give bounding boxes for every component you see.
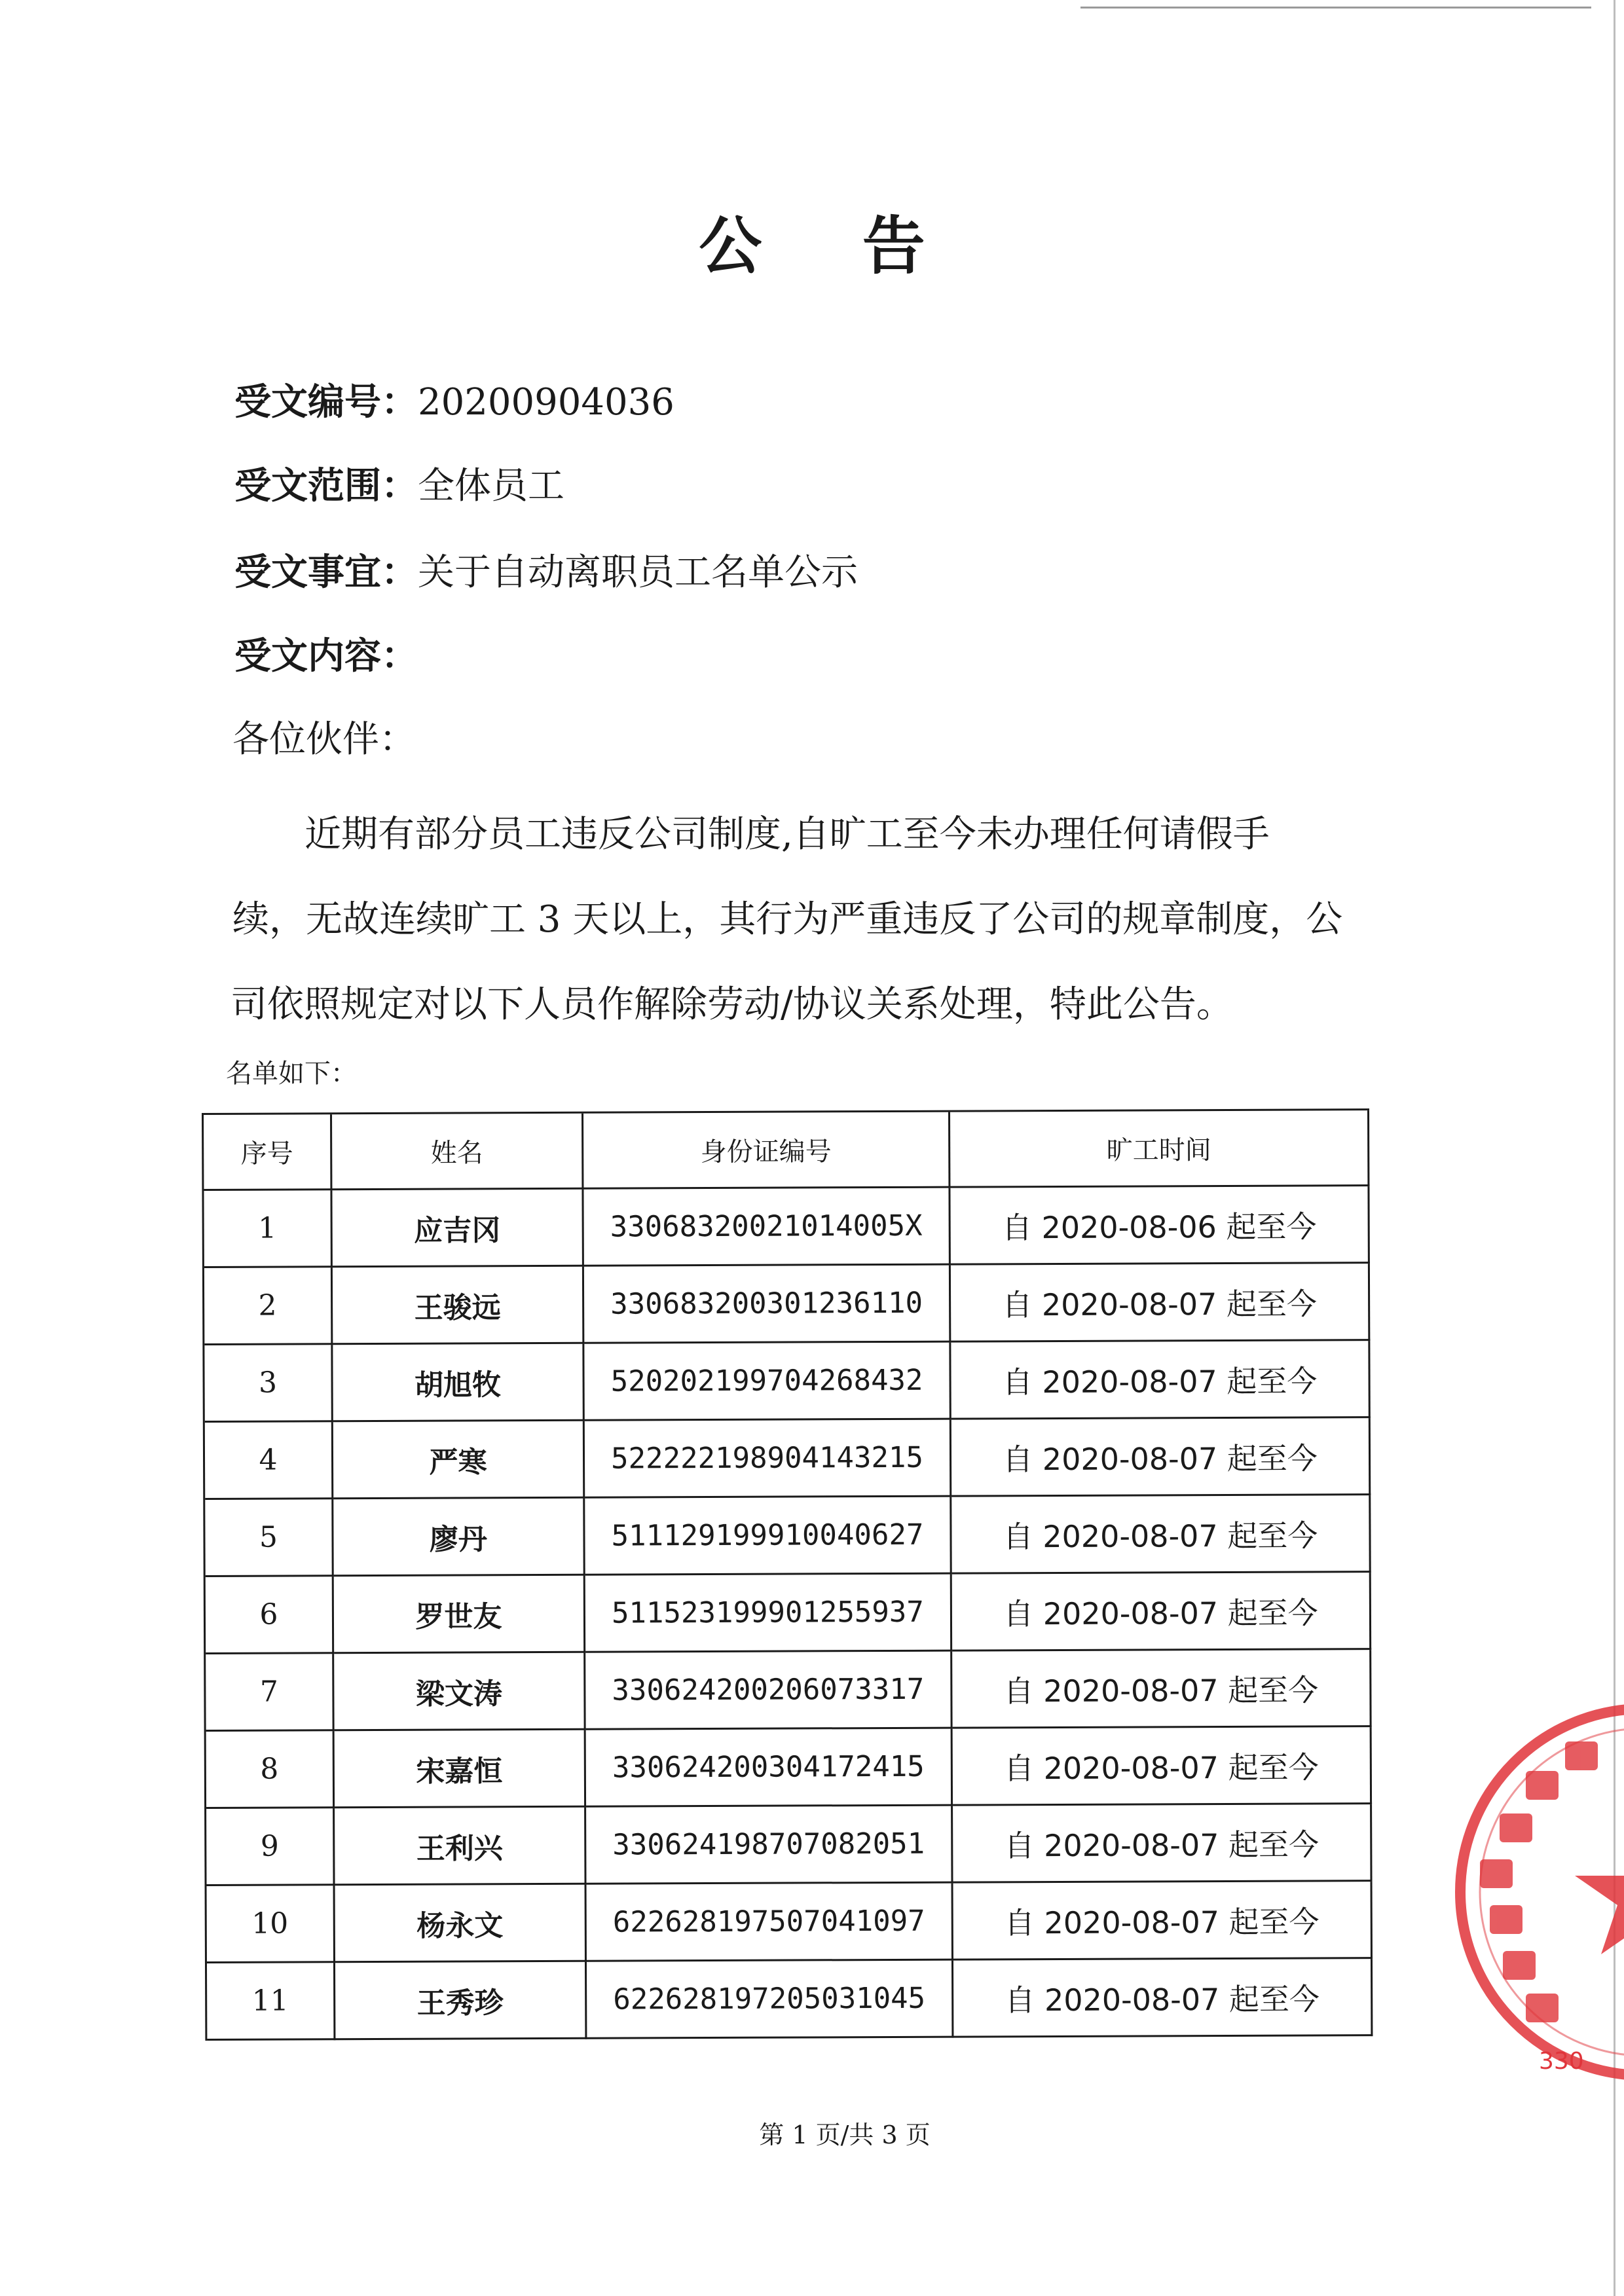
table-row	[205, 1495, 1371, 1577]
cell-name: 杨永文	[335, 1885, 587, 1963]
body-paragraph-line: 近期有部分员工违反公司制度,自旷工至今未办理任何请假手	[304, 813, 1270, 856]
body-paragraph-line: 续，无故连续旷工 3 天以上，其行为严重违反了公司的规章制度，公	[232, 898, 1343, 941]
cell-number: 4	[205, 1422, 333, 1500]
table-row	[206, 1727, 1372, 1809]
dismissal-table	[202, 1108, 1373, 2041]
cell-absence-period: 自 2020-08-07 起至今	[951, 1495, 1371, 1574]
document-title: 公 告	[699, 210, 965, 283]
cell-name: 严寒	[333, 1421, 585, 1499]
table-row	[205, 1418, 1371, 1500]
cell-number: 11	[207, 1963, 335, 2041]
doc-number-value: 20200904036	[418, 381, 674, 424]
cell-id-number: 622628197507041097	[587, 1884, 953, 1962]
cell-name: 应吉冈	[332, 1190, 583, 1267]
cell-id-number: 622628197205031045	[587, 1961, 953, 2039]
cell-absence-period: 自 2020-08-07 起至今	[952, 1650, 1371, 1728]
table-row	[206, 1804, 1372, 1886]
greeting: 各位伙伴：	[232, 718, 416, 761]
cell-number: 10	[207, 1886, 335, 1963]
cell-id-number: 330624198707082051	[586, 1806, 953, 1885]
scope-line	[234, 464, 564, 509]
table-row	[207, 1882, 1373, 1963]
cell-id-number: 520202199704268432	[584, 1343, 951, 1421]
header-cell-number: 序号	[204, 1114, 332, 1191]
cell-absence-period: 自 2020-08-07 起至今	[953, 1727, 1372, 1806]
cell-absence-period: 自 2020-08-06 起至今	[950, 1186, 1369, 1265]
cell-absence-period: 自 2020-08-07 起至今	[953, 1882, 1373, 1960]
body-paragraph-line: 司依照规定对以下人员作解除劳动/协议关系处理，特此公告。	[231, 983, 1233, 1026]
cell-name: 王利兴	[335, 1808, 586, 1886]
cell-absence-period: 自 2020-08-07 起至今	[951, 1341, 1370, 1419]
cell-absence-period: 自 2020-08-07 起至今	[952, 1573, 1371, 1651]
cell-absence-period: 自 2020-08-07 起至今	[953, 1804, 1372, 1883]
cell-number: 7	[206, 1654, 334, 1732]
cell-number: 1	[204, 1190, 332, 1268]
scope-value: 全体员工	[418, 465, 564, 507]
cell-name: 罗世友	[334, 1576, 585, 1654]
doc-number-line	[234, 380, 674, 426]
cell-number: 3	[204, 1345, 333, 1423]
cell-name: 梁文涛	[334, 1653, 585, 1731]
header-cell-name: 姓名	[332, 1114, 583, 1190]
table-row	[206, 1650, 1371, 1732]
cell-number: 8	[206, 1731, 335, 1809]
table-row	[204, 1264, 1370, 1345]
seal-star	[1575, 1827, 1624, 1954]
table-row	[207, 1959, 1373, 2041]
table-row	[204, 1341, 1370, 1423]
page-footer: 第 1 页/共 3 页	[759, 2121, 931, 2149]
cell-number: 9	[206, 1808, 335, 1886]
content-label: 受文内容：	[234, 635, 418, 678]
table-header-row	[204, 1110, 1369, 1191]
header-cell-id: 身份证编号	[583, 1112, 950, 1190]
cell-name: 宋嘉恒	[335, 1730, 586, 1808]
scan-edge-top	[1080, 7, 1591, 9]
cell-number: 2	[204, 1267, 333, 1345]
content-line	[234, 634, 418, 680]
company-seal	[1441, 1689, 1624, 2095]
subject-label: 受文事宜：	[234, 551, 418, 594]
list-caption: 名单如下：	[226, 1059, 357, 1089]
cell-name: 廖丹	[333, 1499, 585, 1576]
table-row	[206, 1573, 1371, 1654]
cell-id-number: 330624200304172415	[586, 1729, 953, 1808]
scope-label: 受文范围：	[234, 465, 418, 507]
cell-number: 6	[206, 1576, 334, 1654]
subject-value: 关于自动离职员工名单公示	[418, 551, 858, 594]
cell-id-number: 33068320021014005X	[583, 1188, 950, 1267]
cell-id-number: 522222198904143215	[585, 1420, 951, 1499]
cell-name: 王骏远	[333, 1267, 584, 1345]
subject-line	[234, 550, 858, 596]
cell-name: 王秀珍	[335, 1962, 587, 2040]
cell-id-number: 511129199910040627	[585, 1497, 951, 1576]
cell-id-number: 330624200206073317	[585, 1652, 952, 1730]
cell-id-number: 511523199901255937	[585, 1575, 952, 1653]
header-cell-absence: 旷工时间	[950, 1110, 1369, 1188]
seal-code-text: 330	[1539, 2048, 1584, 2075]
table-row	[204, 1186, 1369, 1268]
cell-absence-period: 自 2020-08-07 起至今	[951, 1418, 1371, 1497]
cell-number: 5	[205, 1499, 333, 1577]
table-body	[204, 1186, 1373, 2041]
cell-absence-period: 自 2020-08-07 起至今	[953, 1959, 1373, 2037]
cell-id-number: 330683200301236110	[584, 1266, 951, 1344]
doc-number-label: 受文编号：	[234, 381, 418, 424]
cell-name: 胡旭牧	[333, 1344, 584, 1422]
cell-absence-period: 自 2020-08-07 起至今	[951, 1264, 1370, 1342]
